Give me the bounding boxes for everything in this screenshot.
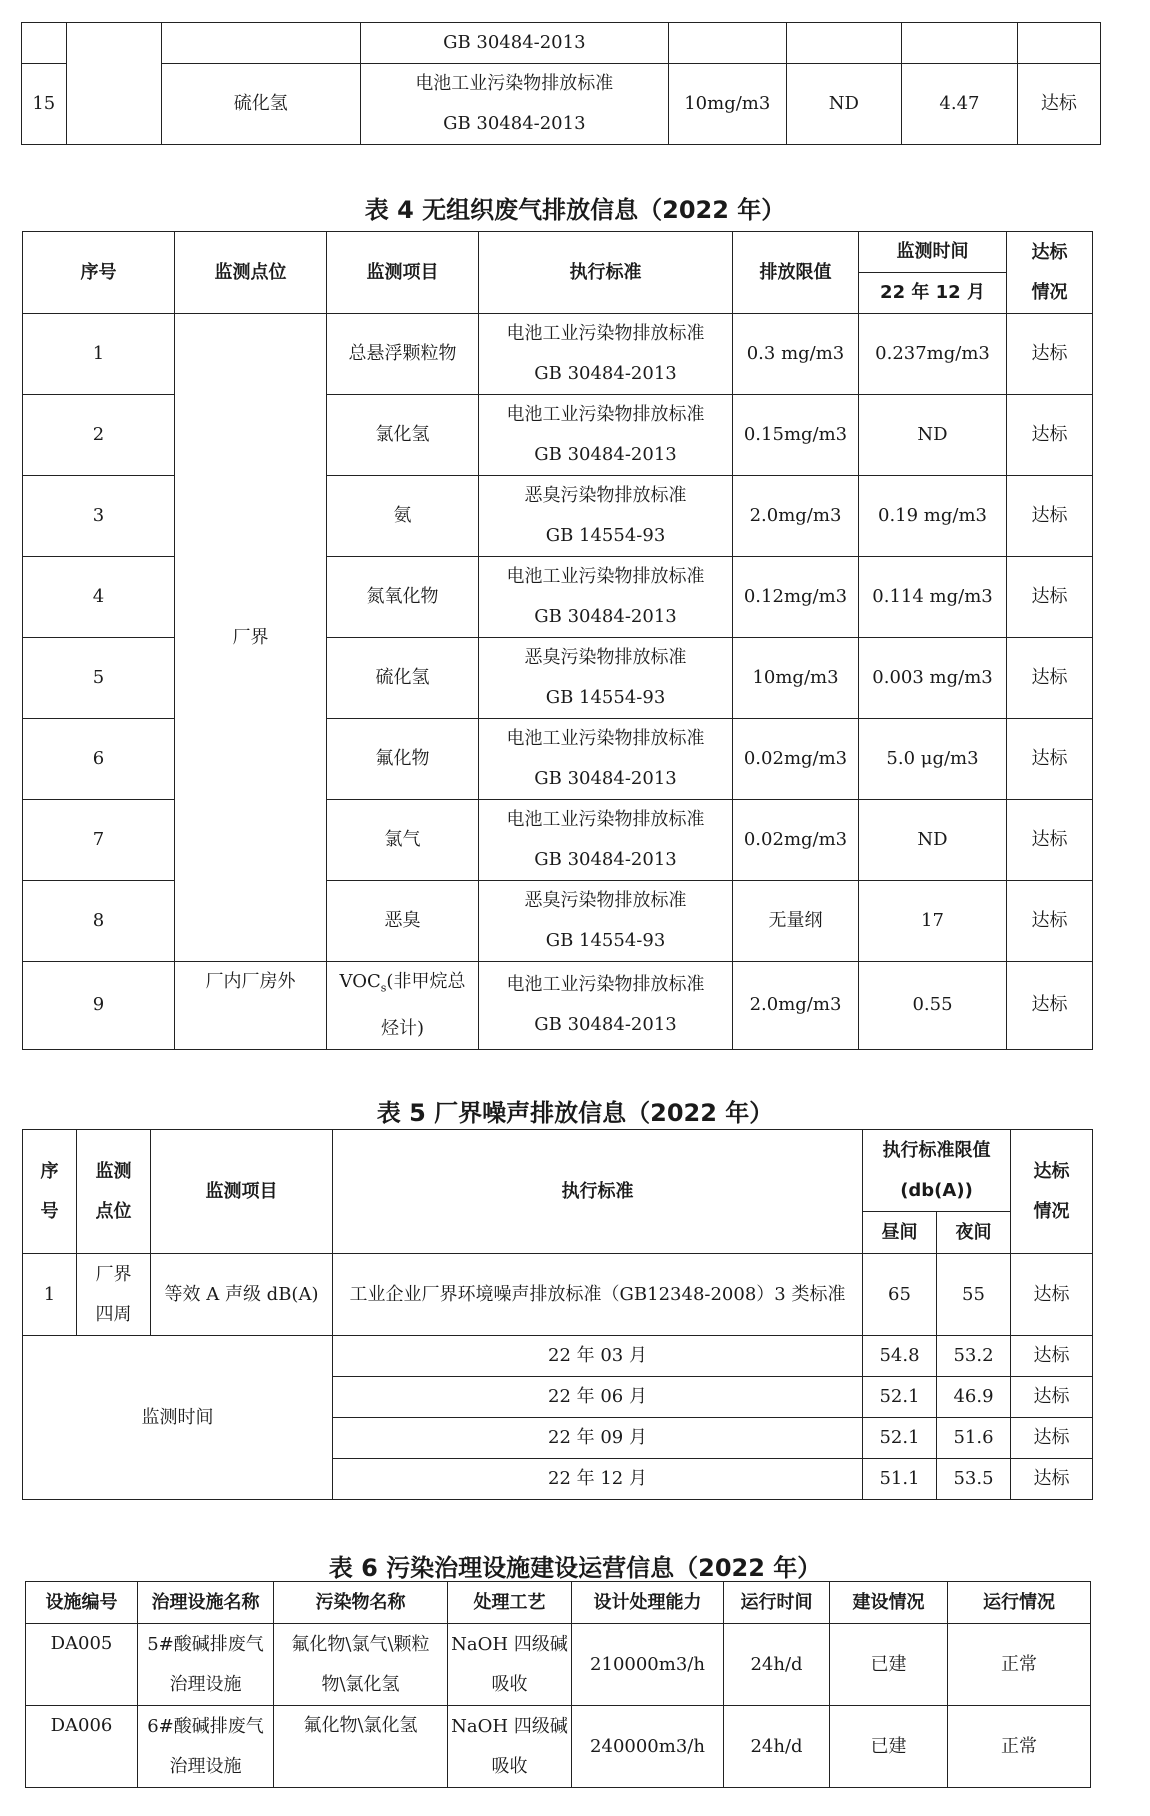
process-1: NaOH 四级碱	[451, 1715, 568, 1737]
period-night: 51.6	[937, 1418, 1011, 1459]
site-2: 四周	[95, 1303, 132, 1325]
value-cell: 0.237mg/m3	[859, 314, 1007, 395]
process-2: 吸收	[491, 1755, 528, 1777]
row-number: 9	[23, 962, 175, 1050]
std-cell: GB 30484-2013	[360, 23, 668, 64]
std-name: 恶臭污染物排放标准	[524, 647, 687, 668]
std-code: GB 30484-2013	[534, 606, 677, 627]
std-code: GB 30484-2013	[534, 768, 677, 789]
limit-cell: 0.02mg/m3	[733, 800, 859, 881]
header-standard: 执行标准	[333, 1130, 863, 1254]
item-voc-sub: s	[380, 981, 387, 995]
header-no-2: 号	[40, 1200, 59, 1222]
header-result-1: 达标	[1031, 241, 1068, 263]
header-site	[77, 1130, 151, 1254]
item-cell: 恶臭	[327, 881, 479, 962]
period-date: 22 年 03 月	[333, 1336, 863, 1377]
row-number: 1	[23, 314, 175, 395]
site-1: 厂界	[95, 1263, 132, 1285]
std-name: 电池工业污染物排放标准	[506, 404, 705, 425]
process-cell	[448, 1706, 572, 1788]
item-cell: 硫化氢	[327, 638, 479, 719]
std-code: GB 14554-93	[545, 525, 666, 546]
op-cell: 正常	[948, 1706, 1091, 1788]
limit-cell: 0.15mg/m3	[733, 395, 859, 476]
std-cell	[479, 962, 733, 1050]
process-cell	[448, 1624, 572, 1706]
header-site: 监测点位	[175, 232, 327, 314]
header-capacity: 设计处理能力	[572, 1582, 724, 1624]
row-number: 2	[23, 395, 175, 476]
header-result-1: 达标	[1033, 1160, 1070, 1182]
table4-title: 表 4 无组织废气排放信息（2022 年）	[364, 196, 786, 224]
runtime-cell: 24h/d	[724, 1706, 830, 1788]
std-cell	[479, 800, 733, 881]
header-result-2: 情况	[1031, 281, 1068, 303]
facility-id: DA006	[26, 1706, 138, 1788]
std-cell	[479, 557, 733, 638]
row-number: 8	[23, 881, 175, 962]
period-result: 达标	[1011, 1377, 1093, 1418]
facility-id: DA005	[26, 1624, 138, 1706]
result-cell: 达标	[1007, 476, 1093, 557]
period-night: 46.9	[937, 1377, 1011, 1418]
value-cell: 17	[859, 881, 1007, 962]
value-cell: 0.114 mg/m3	[859, 557, 1007, 638]
std-name: 恶臭污染物排放标准	[524, 485, 687, 506]
header-time: 监测时间	[859, 232, 1007, 273]
header-limit-2: (db(A))	[900, 1179, 973, 1201]
value-cell: ND	[786, 64, 902, 145]
limit-cell: 0.02mg/m3	[733, 719, 859, 800]
limit-cell: 2.0mg/m3	[733, 476, 859, 557]
value-cell: ND	[859, 395, 1007, 476]
process-2: 吸收	[491, 1673, 528, 1695]
header-op: 运行情况	[948, 1582, 1091, 1624]
period-date: 22 年 06 月	[333, 1377, 863, 1418]
period-date: 22 年 09 月	[333, 1418, 863, 1459]
std-name: 电池工业污染物排放标准	[506, 974, 705, 996]
period-day: 52.1	[863, 1377, 937, 1418]
std-code: GB 30484-2013	[534, 849, 677, 870]
header-name: 治理设施名称	[138, 1582, 274, 1624]
result-cell: 达标	[1007, 962, 1093, 1050]
limit-cell: 10mg/m3	[668, 64, 786, 145]
item-voc-tail: (非甲烷总	[386, 971, 466, 992]
header-no	[23, 1130, 77, 1254]
cell	[668, 23, 786, 64]
period-day: 51.1	[863, 1459, 937, 1500]
day-limit: 65	[863, 1254, 937, 1336]
std-code: GB 30484-2013	[534, 363, 677, 384]
std-cell	[479, 395, 733, 476]
header-no: 序号	[23, 232, 175, 314]
item-line2: 烃计)	[380, 1017, 425, 1039]
period-result: 达标	[1011, 1459, 1093, 1500]
item-cell: 氯气	[327, 800, 479, 881]
item-cell: 氯化氢	[327, 395, 479, 476]
pollutant-1: 氟化物\氯气\颗粒	[291, 1633, 430, 1655]
value-cell: 0.19 mg/m3	[859, 476, 1007, 557]
item-cell: 等效 A 声级 dB(A)	[151, 1254, 333, 1336]
row-number: 5	[23, 638, 175, 719]
period-date: 22 年 12 月	[333, 1459, 863, 1500]
limit-cell: 0.3 mg/m3	[733, 314, 859, 395]
runtime-cell: 24h/d	[724, 1624, 830, 1706]
std-code: GB 14554-93	[545, 930, 666, 951]
table6	[25, 1581, 1091, 1788]
cell	[902, 23, 1018, 64]
value-cell: 0.003 mg/m3	[859, 638, 1007, 719]
row-number: 15	[22, 64, 67, 145]
header-time-sub: 22 年 12 月	[859, 273, 1007, 314]
facility-name	[138, 1706, 274, 1788]
std-code: GB 30484-2013	[534, 444, 677, 465]
result-cell: 达标	[1007, 395, 1093, 476]
limit-cell: 0.12mg/m3	[733, 557, 859, 638]
header-site-1: 监测	[95, 1160, 132, 1182]
result-cell: 达标	[1007, 719, 1093, 800]
std-name: 电池工业污染物排放标准	[506, 566, 705, 587]
period-night: 53.2	[937, 1336, 1011, 1377]
std-cell	[479, 638, 733, 719]
facility-name-1: 6#酸碱排废气	[147, 1715, 264, 1737]
item-cell: 氟化物	[327, 719, 479, 800]
period-day: 54.8	[863, 1336, 937, 1377]
capacity-cell: 240000m3/h	[572, 1706, 724, 1788]
header-limit: 排放限值	[733, 232, 859, 314]
header-pollutant: 污染物名称	[274, 1582, 448, 1624]
cell	[22, 23, 67, 64]
table5	[22, 1129, 1093, 1500]
result-cell: 达标	[1007, 314, 1093, 395]
header-process: 处理工艺	[448, 1582, 572, 1624]
item-cell: 氨	[327, 476, 479, 557]
std-name: 电池工业污染物排放标准	[506, 728, 705, 749]
cell	[161, 23, 360, 64]
result-cell: 达标	[1007, 638, 1093, 719]
std-cell	[360, 64, 668, 145]
header-id: 设施编号	[26, 1582, 138, 1624]
header-build: 建设情况	[830, 1582, 948, 1624]
std-name: 电池工业污染物排放标准	[415, 73, 614, 94]
row-number: 6	[23, 719, 175, 800]
header-night: 夜间	[937, 1212, 1011, 1254]
table4	[22, 231, 1093, 1050]
pollutant-2: 物\氯化氢	[321, 1673, 400, 1695]
row-number: 1	[23, 1254, 77, 1336]
header-limit	[863, 1130, 1011, 1212]
std-code: GB 30484-2013	[443, 113, 586, 134]
period-night: 53.5	[937, 1459, 1011, 1500]
std-name: 电池工业污染物排放标准	[506, 809, 705, 830]
item-line1	[329, 962, 476, 1009]
facility-name-1: 5#酸碱排废气	[147, 1633, 264, 1655]
facility-name-2: 治理设施	[169, 1673, 242, 1695]
header-item: 监测项目	[151, 1130, 333, 1254]
limit-cell: 2.0mg/m3	[733, 962, 859, 1050]
build-cell: 已建	[830, 1706, 948, 1788]
item-voc: VOC	[339, 971, 381, 992]
row-number: 7	[23, 800, 175, 881]
std-cell	[479, 719, 733, 800]
row-number: 4	[23, 557, 175, 638]
header-site-2: 点位	[95, 1200, 132, 1222]
cell	[1017, 23, 1100, 64]
item-cell	[327, 962, 479, 1050]
process-1: NaOH 四级碱	[451, 1633, 568, 1655]
capacity-cell: 210000m3/h	[572, 1624, 724, 1706]
limit-cell: 10mg/m3	[733, 638, 859, 719]
std-cell	[479, 881, 733, 962]
header-no-1: 序	[40, 1160, 59, 1182]
site-cell-inside: 厂内厂房外	[175, 962, 327, 1050]
result-cell: 达标	[1007, 557, 1093, 638]
pollutant-cell	[274, 1624, 448, 1706]
header-limit-1: 执行标准限值	[882, 1139, 991, 1161]
limit-cell: 无量纲	[733, 881, 859, 962]
header-result	[1011, 1130, 1093, 1254]
value-cell: ND	[859, 800, 1007, 881]
site-cell	[77, 1254, 151, 1336]
header-result-2: 情况	[1033, 1200, 1070, 1222]
row-number: 3	[23, 476, 175, 557]
std-cell	[479, 476, 733, 557]
result-cell: 达标	[1007, 800, 1093, 881]
header-item: 监测项目	[327, 232, 479, 314]
value-cell: 4.47	[902, 64, 1018, 145]
op-cell: 正常	[948, 1624, 1091, 1706]
table5-title: 表 5 厂界噪声排放信息（2022 年）	[376, 1099, 774, 1127]
std-cell	[479, 314, 733, 395]
std-cell: 工业企业厂界环境噪声排放标准（GB12348-2008）3 类标准	[333, 1254, 863, 1336]
period-result: 达标	[1011, 1336, 1093, 1377]
header-runtime: 运行时间	[724, 1582, 830, 1624]
header-result	[1007, 232, 1093, 314]
header-day: 昼间	[863, 1212, 937, 1254]
std-name: 电池工业污染物排放标准	[506, 323, 705, 344]
value-cell: 5.0 μg/m3	[859, 719, 1007, 800]
period-day: 52.1	[863, 1418, 937, 1459]
cell	[786, 23, 902, 64]
table3-tail	[21, 22, 1101, 145]
pollutant-cell: 氟化物\氯化氢	[274, 1706, 448, 1788]
night-limit: 55	[937, 1254, 1011, 1336]
facility-name	[138, 1624, 274, 1706]
header-standard: 执行标准	[479, 232, 733, 314]
cell	[66, 23, 161, 145]
std-code: GB 14554-93	[545, 687, 666, 708]
item-cell: 硫化氢	[161, 64, 360, 145]
std-code: GB 30484-2013	[534, 1014, 677, 1036]
std-name: 恶臭污染物排放标准	[524, 890, 687, 911]
item-cell: 总悬浮颗粒物	[327, 314, 479, 395]
result-cell: 达标	[1011, 1254, 1093, 1336]
time-label: 监测时间	[23, 1336, 333, 1500]
build-cell: 已建	[830, 1624, 948, 1706]
result-cell: 达标	[1007, 881, 1093, 962]
value-cell: 0.55	[859, 962, 1007, 1050]
facility-name-2: 治理设施	[169, 1755, 242, 1777]
period-result: 达标	[1011, 1418, 1093, 1459]
item-cell: 氮氧化物	[327, 557, 479, 638]
result-cell: 达标	[1017, 64, 1100, 145]
site-cell: 厂界	[175, 314, 327, 962]
table6-title: 表 6 污染治理设施建设运营信息（2022 年）	[328, 1554, 822, 1582]
